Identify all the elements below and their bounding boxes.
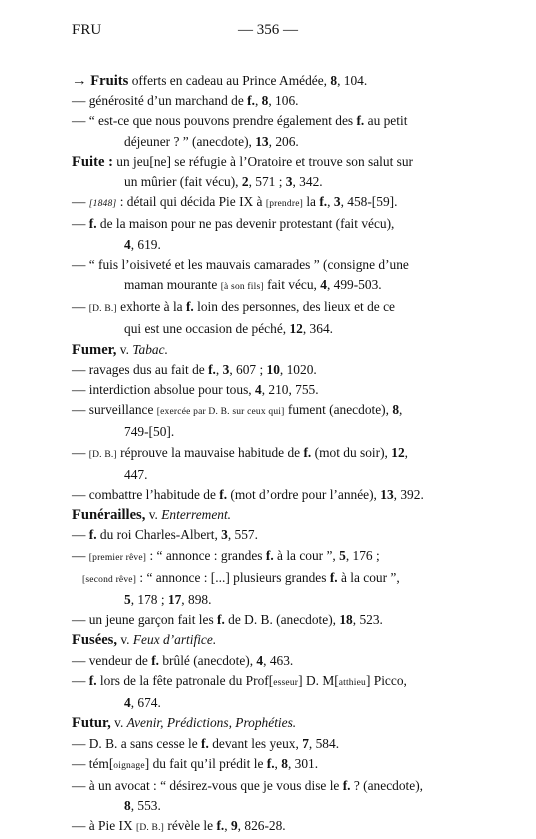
page-number: — 356 — <box>238 22 298 38</box>
index-line-continuation: qui est une occasion de péché, 12, 364. <box>124 321 333 337</box>
index-line: Futur, v. Avenir, Prédictions, Prophéties. <box>72 715 297 732</box>
index-line-continuation: 749-[50]. <box>124 424 175 440</box>
index-line: — f. de la maison pour ne pas devenir protestant (fait vécu), <box>72 216 395 232</box>
index-line: — f. lors de la fête patronale du Prof[esseur] D. M[atthieu] Picco, <box>72 672 407 688</box>
index-line: — un jeune garçon fait les f. de D. B. (anecdote), 18, 523. <box>72 612 383 628</box>
index-line: — [D. B.] réprouve la mauvaise habitude de f. (mot du soir), 12, <box>72 444 408 460</box>
index-line: Funérailles, v. Enterrement. <box>72 507 232 524</box>
index-line: — [1848] : détail qui décida Pie IX à [prendre] la f., 3, 458-[59]. <box>72 194 398 210</box>
index-line: — [D. B.] exhorte à la f. loin des personnes, des lieux et de ce <box>72 299 395 315</box>
index-body <box>72 71 462 839</box>
index-line-continuation: 8, 553. <box>124 798 161 814</box>
index-line-continuation: déjeuner ? ” (anecdote), 13, 206. <box>124 133 299 149</box>
index-line: — f. du roi Charles-Albert, 3, 557. <box>72 527 258 543</box>
index-line-continuation: un mûrier (fait vécu), 2, 571 ; 3, 342. <box>124 174 323 190</box>
index-line: — à Pie IX [D. B.] révèle le f., 9, 826-28. <box>72 818 286 834</box>
index-line: → Fruits offerts en cadeau au Prince Amédée, 8, 104. <box>72 73 368 89</box>
index-line: — combattre l’habitude de f. (mot d’ordre pour l’année), 13, 392. <box>72 487 424 503</box>
index-line: — générosité d’un marchand de f., 8, 106. <box>72 93 299 109</box>
index-line: — “ est-ce que nous pouvons prendre également des f. au petit <box>72 113 408 129</box>
index-line: Fumer, v. Tabac. <box>72 341 168 358</box>
index-line-continuation: 5, 178 ; 17, 898. <box>124 592 212 608</box>
index-line: [second rêve] : “ annonce : [...] plusieurs grandes f. à la cour ”, <box>82 569 400 585</box>
index-line: — à un avocat : “ désirez-vous que je vous dise le f. ? (anecdote), <box>72 777 424 793</box>
index-line: — tém[oignage] du fait qu’il prédit le f., 8, 301. <box>72 755 319 771</box>
index-line-continuation: 4, 674. <box>124 695 161 711</box>
running-head: FRU <box>72 22 102 38</box>
index-line-continuation: 447. <box>124 466 148 482</box>
index-line: — interdiction absolue pour tous, 4, 210, 755. <box>72 382 319 398</box>
index-line: — ravages dus au fait de f., 3, 607 ; 10, 1020. <box>72 361 317 377</box>
index-line: — “ fuis l’oisiveté et les mauvais camarades ” (consigne d’une <box>72 256 409 272</box>
index-line: — vendeur de f. brûlé (anecdote), 4, 463. <box>72 652 294 668</box>
index-line-continuation: maman mourante [à son fils] fait vécu, 4, 499-503. <box>124 277 382 293</box>
index-line: — D. B. a sans cesse le f. devant les yeux, 7, 584. <box>72 735 340 751</box>
index-line: — surveillance [exercée par D. B. sur ceux qui] fument (anecdote), 8, <box>72 402 403 418</box>
index-line: Fuite : un jeu[ne] se réfugie à l’Oratoire et trouve son salut sur <box>72 153 414 170</box>
index-line-continuation: 4, 619. <box>124 236 161 252</box>
index-line: Fusées, v. Feux d’artifice. <box>72 632 217 649</box>
index-line: — [premier rêve] : “ annonce : grandes f. à la cour ”, 5, 176 ; <box>72 547 380 563</box>
page-header <box>72 22 464 42</box>
